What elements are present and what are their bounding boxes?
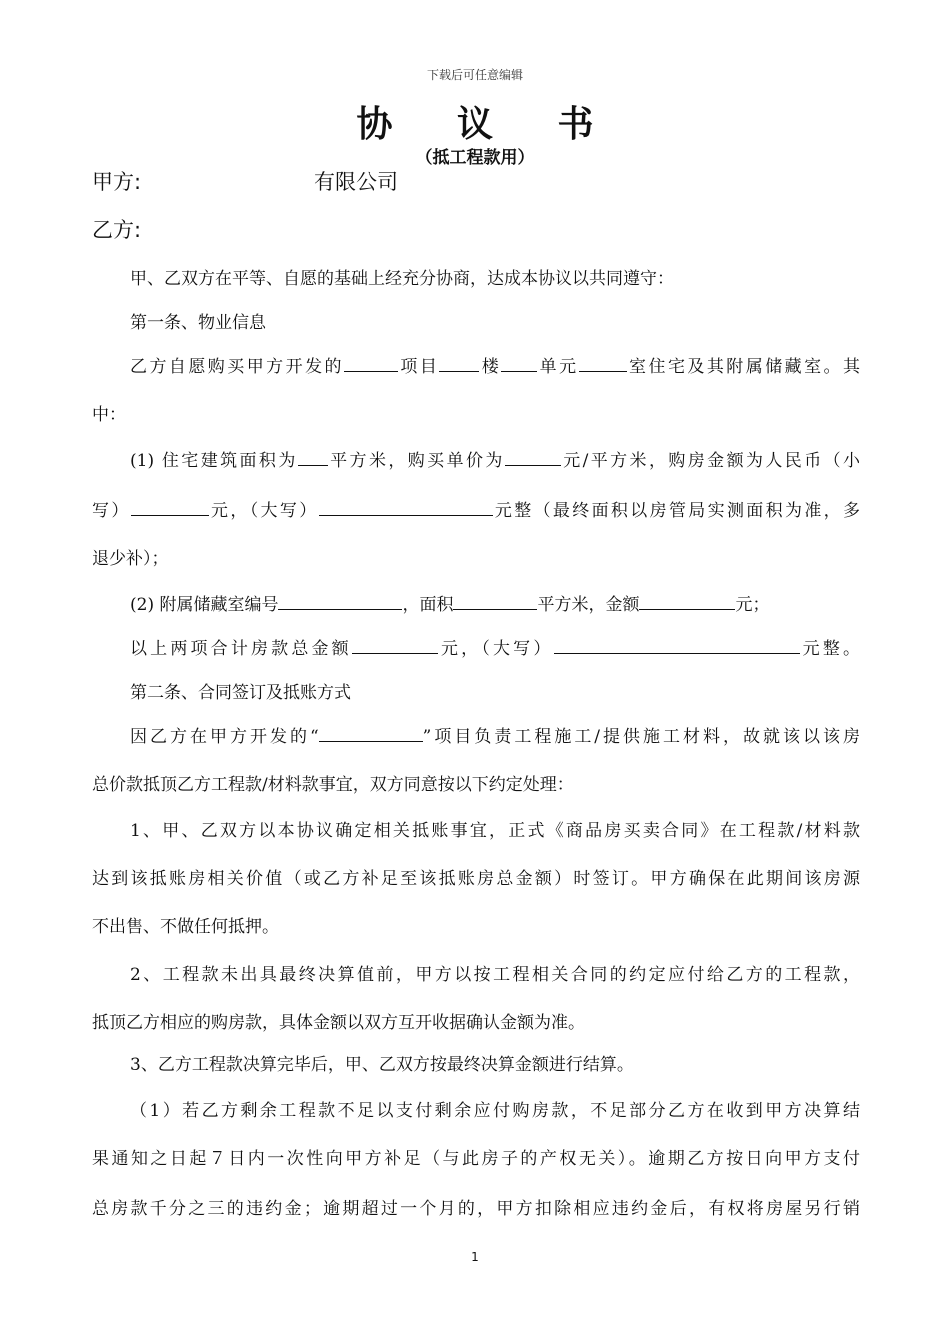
article-1-item-1-line-2 [92,496,860,521]
article-1-item-2 [92,590,860,615]
article-1-line-2: 中： [92,405,126,425]
blank-storage-number [278,592,402,610]
article-1-line-1 [92,352,860,377]
text-segment: 乙方自愿购买甲方开发的 [130,357,344,377]
article-2-item-3-1-line-3: 总房款千分之三的违约金；逾期超过一个月的，甲方扣除相应违约金后，有权将房屋另行销 [92,1199,860,1219]
article-2-item-1-line-1: 1、甲、乙双方以本协议确定相关抵账事宜，正式《商品房买卖合同》在工程款/材料款 [130,821,860,841]
text-segment: 单元 [537,357,579,377]
document-subtitle: （抵工程款用） [415,148,535,168]
text-segment: ，面积 [402,595,454,615]
article-2-paragraph-1-line-1 [92,722,860,747]
text-segment: 项目 [397,357,440,377]
article-1-title: 第一条、物业信息 [130,313,266,333]
blank-storage-amount [639,592,735,610]
blank-room [579,354,627,372]
intro-paragraph: 甲、乙双方在平等、自愿的基础上经充分协商，达成本协议以共同遵守： [130,269,674,289]
article-2-item-3-1-line-1: （1）若乙方剩余工程款不足以支付剩余应付购房款，不足部分乙方在收到甲方决算结 [130,1101,860,1121]
text-segment: 元； [735,595,770,615]
article-2-item-2-line-2: 抵顶乙方相应的购房款，具体金额以双方互开收据确认金额为准。 [92,1013,585,1033]
party-b-line [92,214,141,244]
text-segment: 楼 [479,357,502,377]
text-segment: 以上两项合计房款总金额 [130,639,352,659]
blank-unit-price [505,448,561,466]
text-segment: 平方米，金额 [537,595,640,615]
text-segment: 元，（大写） [208,501,319,521]
page-number: 1 [471,1250,479,1264]
article-2-item-3: 3、乙方工程款决算完毕后，甲、乙双方按最终决算金额进行结算。 [130,1055,634,1075]
article-2-item-1-line-3: 不出售、不做任何抵押。 [92,917,279,937]
text-segment: 元，（大写） [437,639,554,659]
party-a-label: 甲方: [92,170,142,194]
blank-project [344,354,398,372]
text-segment: 元整。 [799,639,861,659]
article-2-title: 第二条、合同签订及抵账方式 [130,683,351,703]
text-segment: 元整（最终面积以房管局实测面积为准，多 [492,501,861,521]
text-segment: 写） [92,501,131,521]
party-a-company: 有限公司 [314,170,398,194]
blank-area [298,448,328,466]
party-b-label: 乙方: [92,218,142,242]
article-1-total [92,634,860,659]
article-2-item-1-line-2: 达到该抵账房相关价值（或乙方补足至该抵账房总金额）时签订。甲方确保在此期间该房源 [92,869,860,889]
header-note: 下载后可任意编辑 [426,68,523,82]
blank-project-name [319,724,423,742]
article-1-item-1-line-1 [92,446,860,471]
text-segment: 因乙方在甲方开发的“ [130,727,319,747]
text-segment: ”项目负责工程施工/提供施工材料，故就该以该房 [422,727,860,747]
text-segment: 元/平方米，购房金额为人民币（小 [560,451,861,471]
text-segment: 室住宅及其附属储藏室。其 [626,357,861,377]
text-segment: (1) 住宅建筑面积为 [130,451,298,471]
blank-amount-upper [319,498,493,516]
document-title: 协 议 书 [356,104,620,145]
article-2-item-2-line-1: 2、工程款未出具最终决算值前，甲方以按工程相关合同的约定应付给乙方的工程款， [130,965,860,985]
blank-amount-lower [131,498,209,516]
blank-unit [501,354,537,372]
article-2-item-3-1-line-2: 果通知之日起７日内一次性向甲方补足（与此房子的产权无关）。逾期乙方按日向甲方支付 [92,1149,860,1169]
blank-building [439,354,479,372]
article-2-paragraph-1-line-2: 总价款抵顶乙方工程款/材料款事宜，双方同意按以下约定处理： [92,775,574,795]
party-a-line [92,166,398,196]
blank-storage-area [453,592,537,610]
text-segment: (2) 附属储藏室编号 [130,595,279,615]
article-1-item-1-line-3: 退少补）； [92,549,169,569]
text-segment: 平方米，购买单价为 [327,451,505,471]
blank-total-upper [554,636,800,654]
blank-total-lower [352,636,438,654]
